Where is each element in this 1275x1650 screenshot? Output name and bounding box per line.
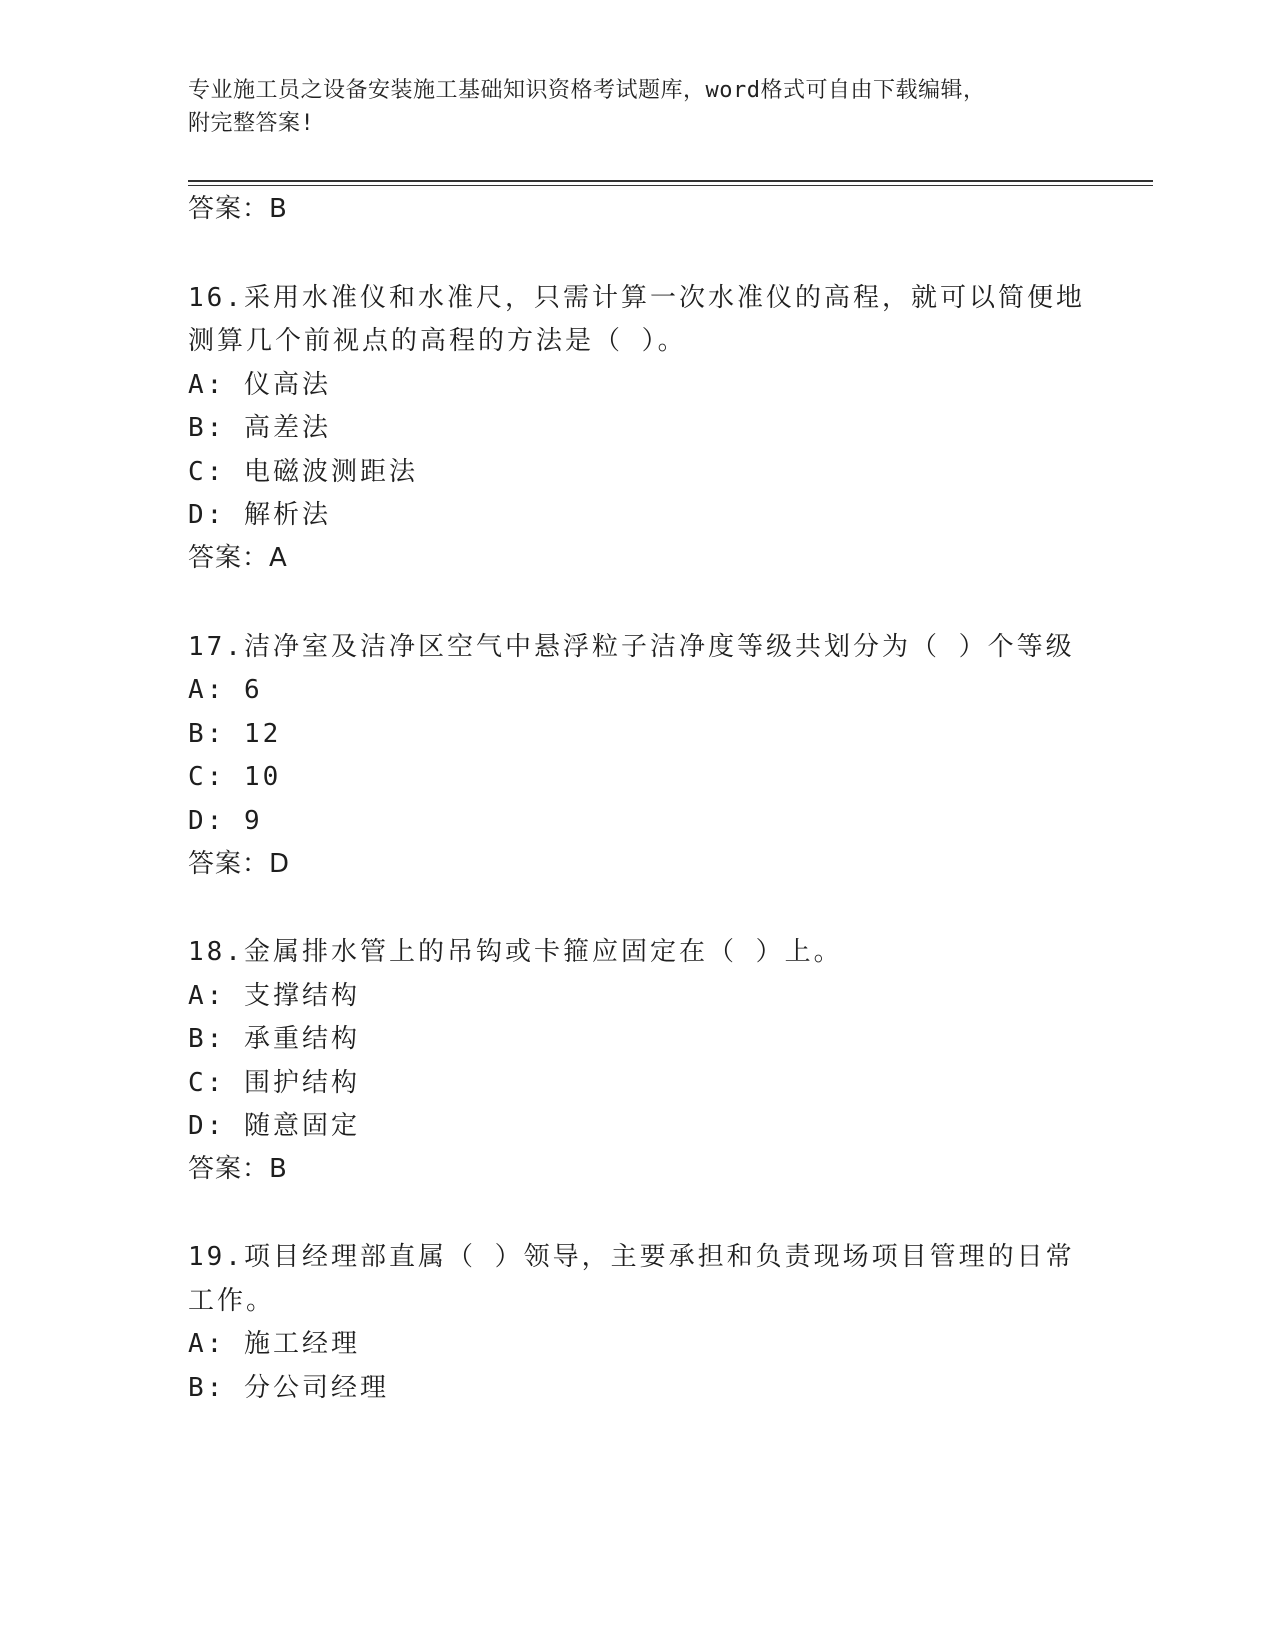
question-18-answer: 答案：B [188,1154,288,1184]
header-line-1: 专业施工员之设备安装施工基础知识资格考试题库，word格式可自由下载编辑， [188,78,986,103]
question-16-text-line-1: 16.采用水准仪和水准尺，只需计算一次水准仪的高程，就可以简便地 [188,283,1085,313]
question-18-option-c: C: 围护结构 [188,1068,360,1098]
question-18-text-line-1: 18.金属排水管上的吊钩或卡箍应固定在（ ）上。 [188,937,843,967]
question-16-option-b: B: 高差法 [188,413,331,443]
question-16-option-d: D: 解析法 [188,500,331,530]
question-16-option-c: C: 电磁波测距法 [188,457,418,487]
answer-line: 答案：B [188,194,288,224]
question-17-option-a: A: 6 [188,675,263,705]
question-17-answer: 答案：D [188,849,291,879]
question-17-text-line-1: 17.洁净室及洁净区空气中悬浮粒子洁净度等级共划分为（ ）个等级 [188,632,1075,662]
question-18-option-a: A: 支撑结构 [188,981,360,1011]
question-19-text-line-2: 工作。 [188,1286,276,1316]
question-16-text-line-2: 测算几个前视点的高程的方法是（ ）。 [188,326,687,356]
document-header [188,74,1088,140]
question-18-option-b: B: 承重结构 [188,1024,360,1054]
question-19-option-a: A: 施工经理 [188,1329,360,1359]
question-17-option-d: D: 9 [188,806,263,836]
question-16-option-a: A: 仪高法 [188,370,331,400]
header-divider [188,180,1153,186]
question-17-option-b: B: 12 [188,719,282,749]
question-18-option-d: D: 随意固定 [188,1111,360,1141]
header-line-2: 附完整答案! [188,111,315,136]
question-17-option-c: C: 10 [188,762,282,792]
question-19-option-b: B: 分公司经理 [188,1373,389,1403]
question-19-text-line-1: 19.项目经理部直属（ ）领导，主要承担和负责现场项目管理的日常 [188,1242,1075,1272]
question-16-answer: 答案：A [188,543,288,573]
